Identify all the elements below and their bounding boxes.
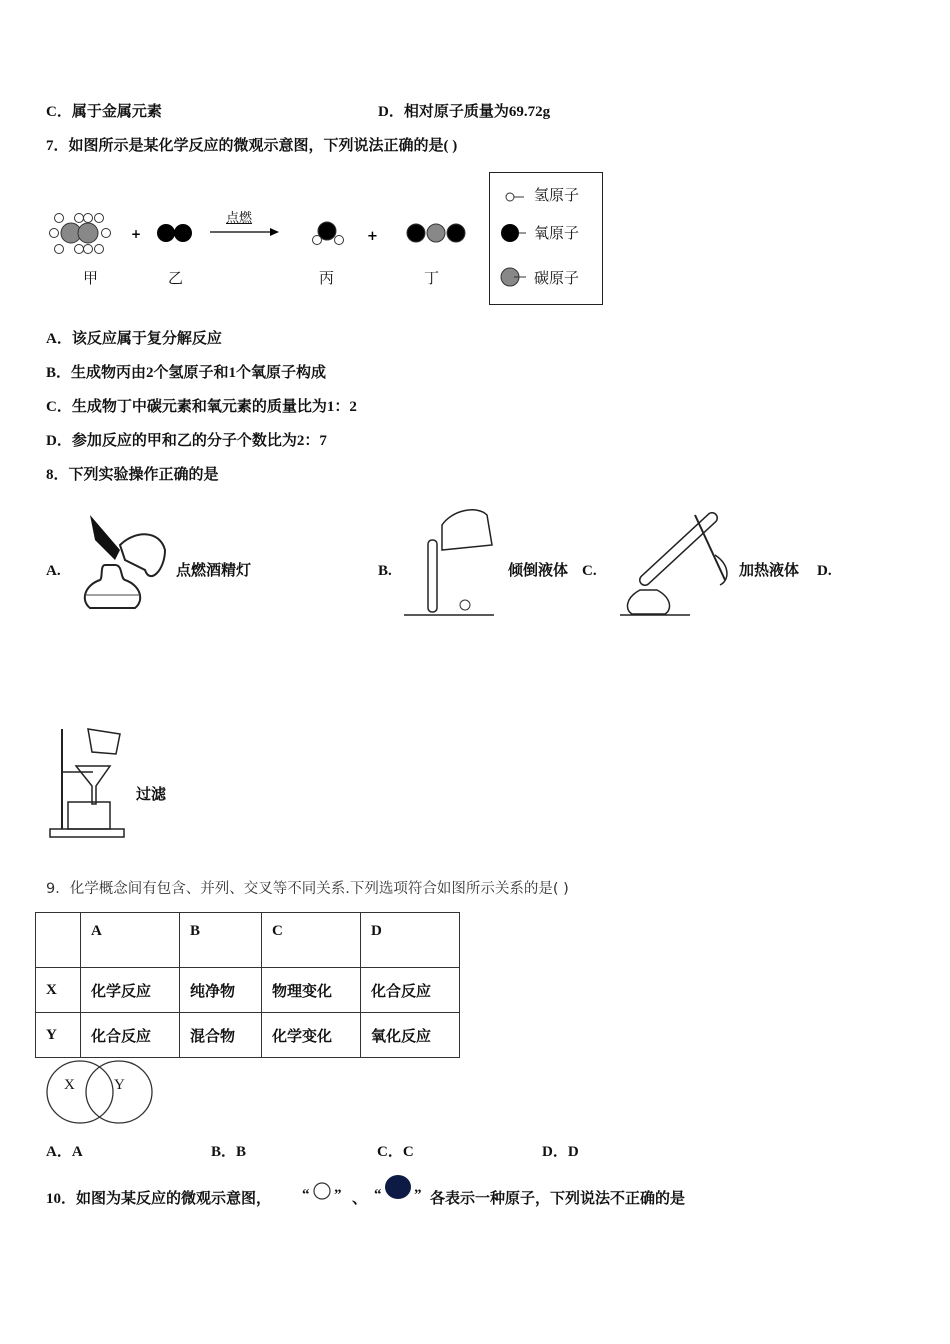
venn-label-x: X [64, 1077, 75, 1093]
q8-option-d-label[interactable]: 过滤 [136, 787, 167, 803]
q7-option-c[interactable]: C．生成物丁中碳元素和氧元素的质量比为1：2 [46, 399, 357, 415]
quote-open: “ [374, 1187, 382, 1203]
molecule-bing [313, 222, 344, 245]
table-cell: X [36, 968, 81, 1013]
label-yi: 乙 [168, 269, 184, 287]
quote-close: ” [414, 1187, 422, 1203]
table-cell: 化学反应 [81, 968, 180, 1013]
q9-option-a[interactable]: A．A [46, 1144, 83, 1160]
heating-liquid-image [620, 510, 735, 618]
table-cell: 纯净物 [180, 968, 262, 1013]
arrow-head-icon [270, 228, 279, 236]
quote-close: ” [334, 1187, 342, 1203]
q6-option-d[interactable]: D．相对原子质量为69.72g [378, 104, 551, 120]
hydrogen-atom-icon [506, 193, 514, 201]
molecule-jia [50, 214, 111, 254]
q10-stem-part1: 10．如图为某反应的微观示意图， [46, 1191, 272, 1207]
atom-legend [489, 172, 603, 305]
table-cell: 化学变化 [262, 1013, 361, 1058]
table-cell: Y [36, 1013, 81, 1058]
venn-label-y: Y [114, 1077, 125, 1093]
q10-stem-part2: 各表示一种原子，下列说法不正确的是 [430, 1191, 686, 1207]
molecule-yi [157, 224, 192, 242]
label-ding: 丁 [424, 269, 440, 287]
plus-sign: + [131, 227, 142, 241]
venn-diagram [45, 1058, 157, 1126]
quote-open: “ [302, 1187, 310, 1203]
arrow-label: 点燃 [226, 211, 253, 226]
dark-atom-icon [384, 1175, 414, 1201]
table-header-row [36, 913, 460, 968]
q9-option-d[interactable]: D．D [542, 1144, 579, 1160]
table-cell: 化合反应 [81, 1013, 180, 1058]
reaction-diagram [0, 0, 950, 320]
q9-option-b[interactable]: B．B [211, 1144, 247, 1160]
q9-table [35, 912, 460, 1058]
table-cell: 混合物 [180, 1013, 262, 1058]
q8-option-a-letter[interactable]: A. [46, 563, 61, 579]
q8-stem: 8．下列实验操作正确的是 [46, 467, 219, 483]
legend-carbon: 碳原子 [534, 269, 580, 287]
legend-hydrogen: 氢原子 [534, 186, 580, 204]
separator: 、 [352, 1191, 368, 1207]
lighting-alcohol-lamp-image [75, 510, 170, 615]
white-atom-icon [312, 1182, 332, 1202]
filtration-image [48, 724, 128, 840]
q9-stem: 9．化学概念间有包含、并列、交叉等不同关系.下列选项符合如图所示关系的是( ) [46, 881, 569, 897]
molecule-ding [407, 224, 465, 242]
q8-option-c-letter[interactable]: C. [582, 563, 597, 579]
table-cell: 氧化反应 [361, 1013, 460, 1058]
table-row [36, 968, 460, 1013]
table-header-cell: A [81, 913, 180, 968]
q7-option-d[interactable]: D．参加反应的甲和乙的分子个数比为2：7 [46, 433, 327, 449]
q8-option-b-label[interactable]: 倾倒液体 [508, 563, 569, 579]
q7-stem: 7．如图所示是某化学反应的微观示意图，下列说法正确的是( ) [46, 138, 458, 154]
q7-option-b[interactable]: B．生成物丙由2个氢原子和1个氧原子构成 [46, 365, 327, 381]
q6-option-c[interactable]: C．属于金属元素 [46, 104, 162, 120]
q8-option-b-letter[interactable]: B. [378, 563, 392, 579]
q8-option-d-letter[interactable]: D. [817, 563, 832, 579]
table-header-cell: B [180, 913, 262, 968]
legend-oxygen: 氧原子 [534, 224, 580, 242]
label-bing: 丙 [319, 269, 335, 287]
pouring-liquid-image [402, 505, 497, 617]
table-cell: 物理变化 [262, 968, 361, 1013]
q9-option-c[interactable]: C．C [377, 1144, 414, 1160]
table-cell: 化合反应 [361, 968, 460, 1013]
q8-option-a-label[interactable]: 点燃酒精灯 [176, 563, 252, 579]
oxygen-atom-icon [501, 224, 519, 242]
table-row [36, 1013, 460, 1058]
table-header-cell: C [262, 913, 361, 968]
q7-option-a[interactable]: A．该反应属于复分解反应 [46, 331, 222, 347]
q8-option-c-label[interactable]: 加热液体 [739, 563, 800, 579]
label-jia: 甲 [83, 269, 99, 287]
plus-sign: + [367, 229, 378, 244]
table-header-cell [36, 913, 81, 968]
table-header-cell: D [361, 913, 460, 968]
